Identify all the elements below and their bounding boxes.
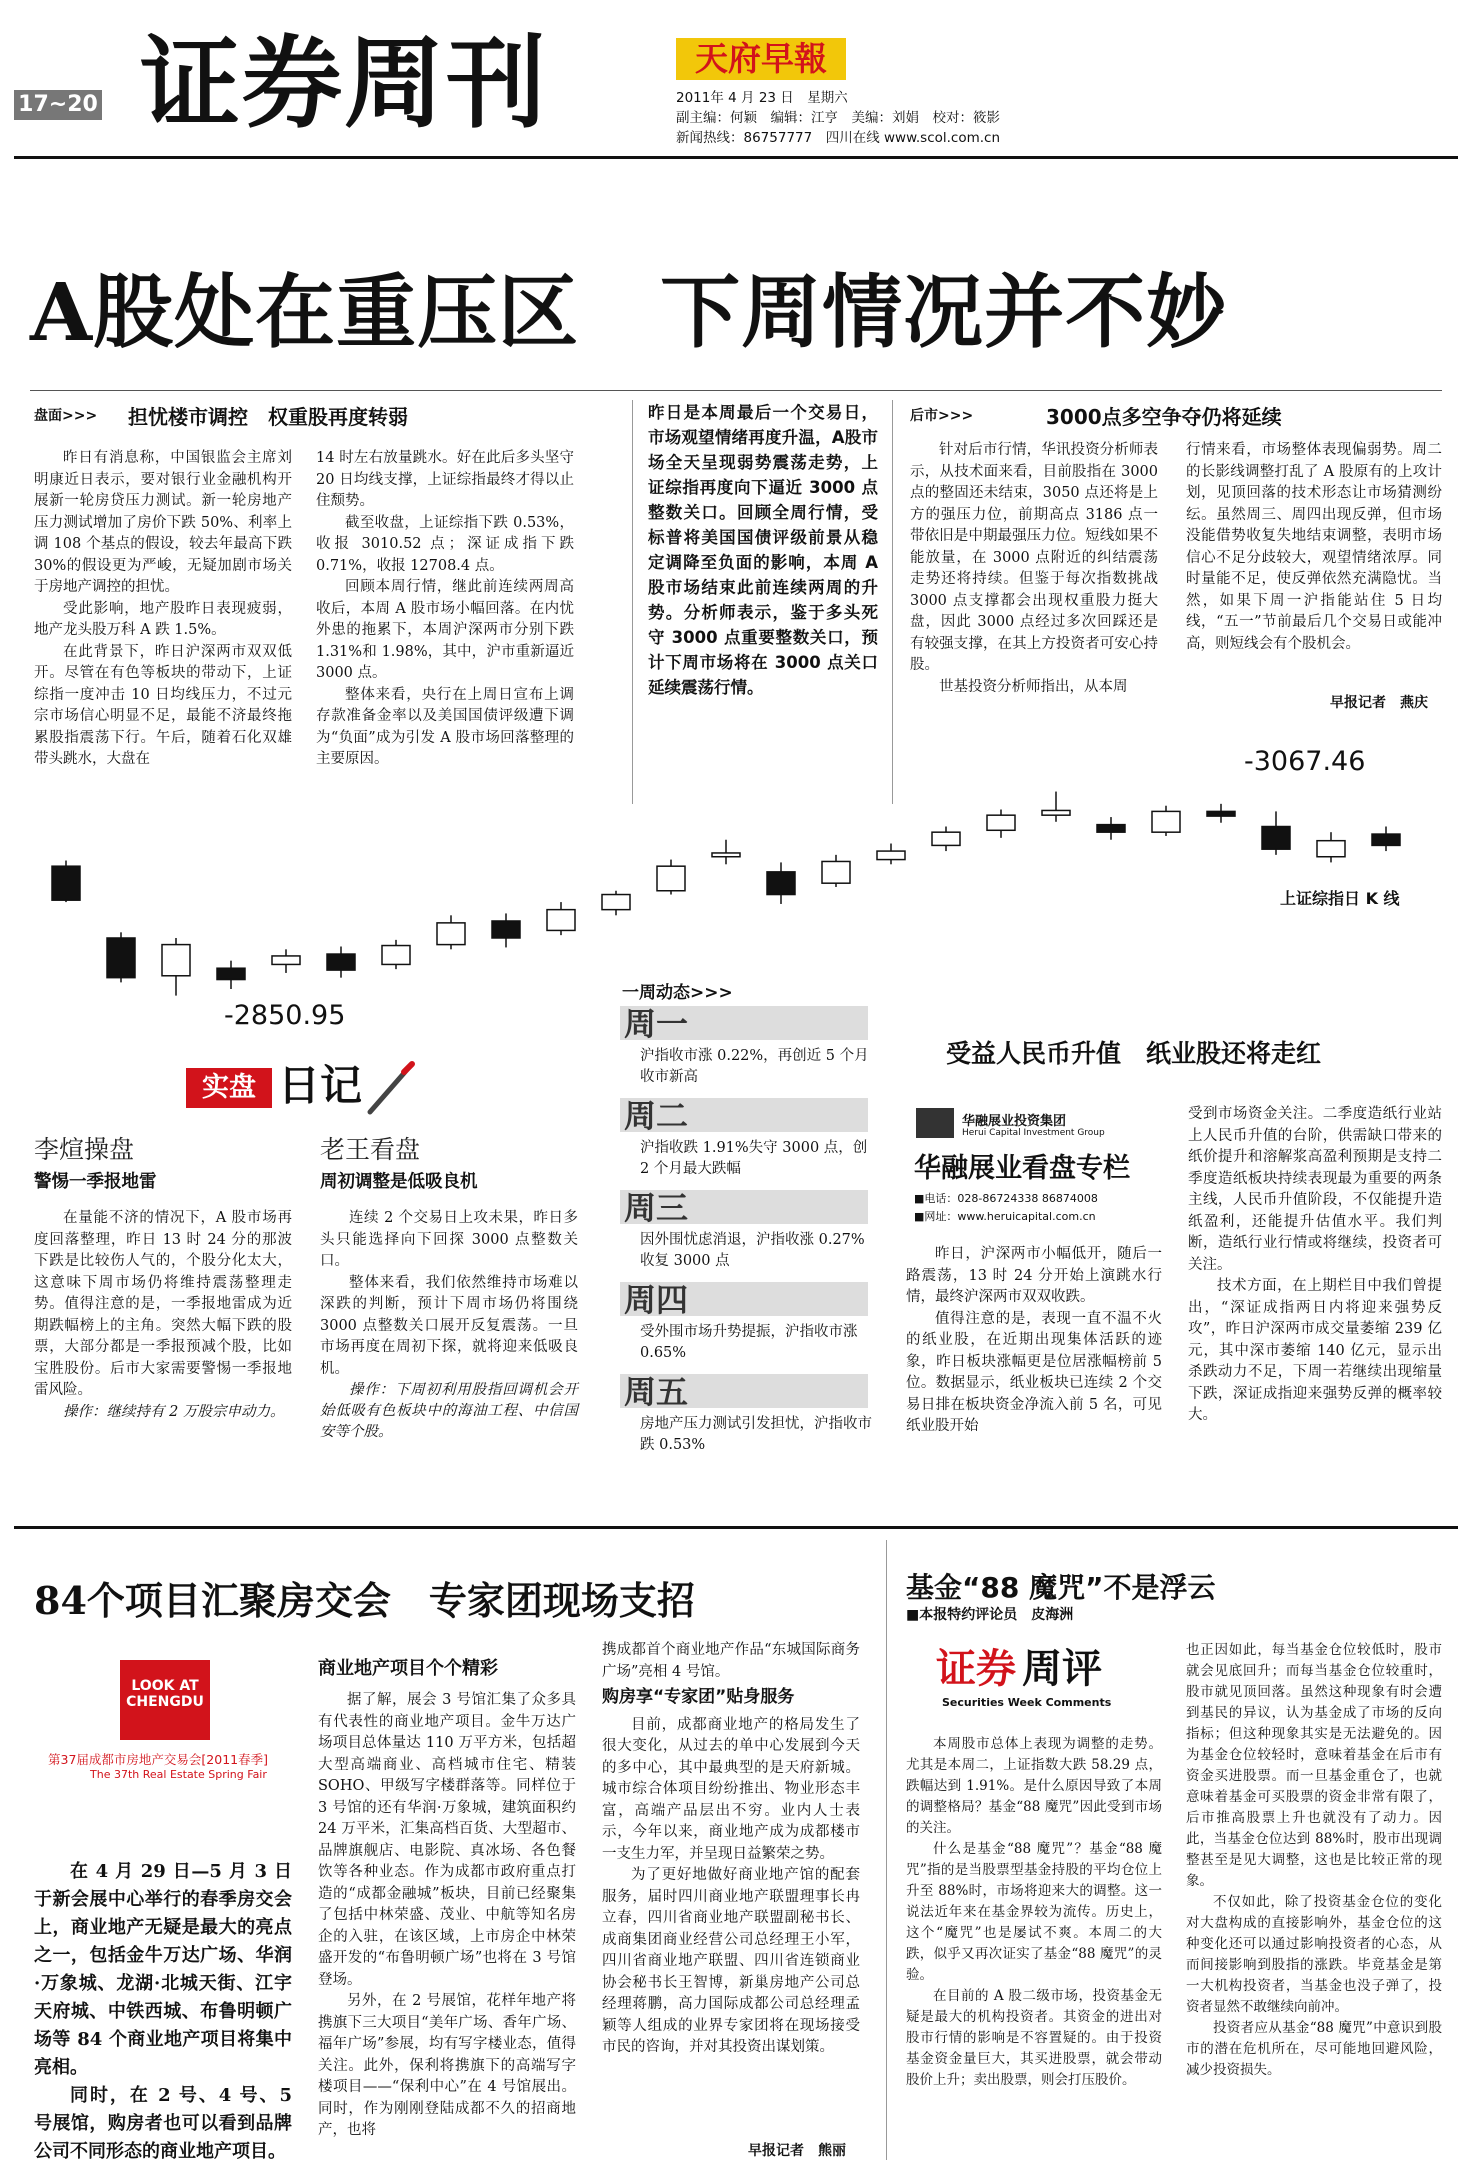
fair-logo: LOOK AT CHENGDU [120, 1660, 210, 1740]
property-sub-2: 购房享“专家团”贴身服务 [602, 1687, 795, 1707]
candle-down [107, 938, 135, 978]
paper-col-1 [906, 1244, 1162, 1438]
paragraph: 整体来看，央行在上周日宣布上调存款准备金率以及美国国债评级遭下调为“负面”成为引发 A 股市场回落整理的主要原因。 [316, 686, 574, 767]
candle-up [712, 853, 740, 857]
paragraph: 本周股市总体上表现为调整的走势。尤其是本周二，上证指数大跌 58.29 点，跌幅达到 1.91%。是什么原因导致了本周的调整格局？基金“88 魔咒”因此受到市场的关注。 [906, 1736, 1162, 1836]
fund-logo-a: 证券 [936, 1645, 1016, 1692]
diary-logo-badge: 实盘 [186, 1068, 272, 1108]
candle-up [932, 832, 960, 845]
fund-logo-en: Securities Week Comments [942, 1696, 1112, 1709]
candle-up [602, 895, 630, 910]
paragraph: 受此影响，地产股昨日表现疲弱，地产龙头股万科 A 跌 1.5%。 [34, 600, 292, 638]
weekday-name: 周一 [624, 1005, 689, 1043]
aftermarket-title: 3000点多空争夺仍将延续 [1046, 405, 1282, 429]
candle-up [382, 946, 410, 965]
weekday-text: 受外围市场升势提振，沪指收市涨 0.65% [640, 1324, 858, 1361]
paragraph: 昨日有消息称，中国银监会主席刘明康近日表示，要对银行业金融机构开展新一轮房贷压力测试。新一轮房地产压力测试增加了房价下跌 50%、利率上调 108 个基点的假设，较去年最高下跌 30%的假设更为严峻，无疑加剧市场关于房地产调控的担忧。 [34, 450, 292, 595]
paragraph: 同时，在 2 号、4 号、5 号展馆，购房者也可以看到品牌公司不同形态的商业地产项目。 [34, 2085, 292, 2162]
paragraph: 为了更好地做好商业地产馆的配套服务，届时四川商业地产联盟理事长冉立春，四川省商业地产联盟副秘书长、成商集团商业经营公司总经理王小军，四川省商业地产联盟、四川省连锁商业协会秘书长王智博，新巢房地产公司总经理蒋鹏，高力国际成都公司总经理孟颖等人组成的业界专家团将在现场接受市民的咨询，并对其投资出谋划策。 [602, 1867, 860, 2055]
kline-low-label: -2850.95 [224, 1000, 346, 1031]
summary-rule-right [892, 400, 893, 804]
candle-down [492, 921, 520, 938]
candle-down [1097, 825, 1125, 833]
candle-up [1317, 841, 1345, 857]
aftermarket-col-2 [1186, 440, 1442, 655]
paragraph: 受到市场资金关注。二季度造纸行业站上人民币升值的台阶，供需缺口带来的纸价提升和溶解浆高盈利预期是支持二季度造纸板块持续表现最为重要的两条主线，人民币升值阶段，不仅能提升造纸盈利，还能提升估值水平。我们判断，造纸行业行情或将继续，投资者可关注。 [1188, 1106, 1442, 1273]
paragraph: 世基投资分析师指出，从本周 [939, 678, 1128, 695]
property-logo [40, 1660, 290, 1786]
kline-high-label: -3067.46 [1244, 746, 1366, 777]
paragraph: 昨日，沪深两市小幅低开，随后一路震荡，13 时 24 分开始上演跳水行情，最终沪深两市双双收跌。 [906, 1246, 1162, 1305]
paragraph: 回顾本周行情，继此前连续两周高收后，本周 A 股市场小幅回落。在内忧外患的拖累下，本周沪深两市分别下跌 1.31%和 1.98%，其中，沪市重新逼近 3000 点。 [316, 579, 574, 681]
diary-col-1 [34, 1208, 292, 1423]
paragraph: 技术方面，在上期栏目中我们曾提出，“深证成指两日内将迎来强势反攻”，昨日沪深两市成交量萎缩 239 亿元，其中深市萎缩 140 亿元，显示出杀跌动力不足，下周一若继续出现缩量下跌，深证成指迎来强势反弹的概率较大。 [1188, 1278, 1442, 1423]
paragraph: 在量能不济的情况下，A 股市场再度回落整理，昨日 13 时 24 分的那波下跌是比较伤人气的，个股分化太大，这意味下周市场仍将维持震荡整理走势。值得注意的是，一季报地雷成为近期跌幅榜上的主角。突然大幅下跌的股票，大部分都是一季报预减个股，比如宝胜股份。后市大家需要警惕一季报地雷风险。 [34, 1210, 292, 1398]
candle-up [877, 851, 905, 860]
candle-up [272, 956, 300, 965]
property-col-3 [602, 1640, 860, 2059]
candle-up [657, 866, 685, 891]
weekly-list [620, 1006, 870, 1466]
candle-up [1152, 811, 1180, 832]
paragraph: 针对后市行情，华讯投资分析师表示，从技术面来看，目前股指在 3000 点的整固还未结束，3050 点还将是上方的强压力位，前期高点 3186 点一带依旧是中期最强压力位。短线如果不能放量，在 3000 点附近的纠结震荡走势还将持续。但鉴于每次指数挑战 3000 点支撑都会出现权重股力挺大盘，因此 3000 点经过多次回踩还是有较强支撑，在其上方投资者可安心持股。 [910, 442, 1158, 673]
paragraph: 14 时左右放量跳水。好在此后多头坚守 20 日均线支撑，上证综指最终才得以止住颓势。 [316, 450, 574, 509]
fund-title: 基金“88 魔咒”不是浮云 [906, 1571, 1216, 1604]
diary-logo-text: 日记 [278, 1061, 363, 1110]
weekly-title: 一周动态>>> [622, 983, 733, 1003]
paper-col-2 [1188, 1104, 1442, 1427]
summary-rule-left [632, 400, 633, 804]
weekday-item [620, 1190, 870, 1282]
aftermarket-reporter: 早报记者 燕庆 [1330, 695, 1428, 711]
weekday-item [620, 1098, 870, 1190]
weekday-text: 沪指收市涨 0.22%，再创近 5 个月收市新高 [640, 1048, 869, 1085]
property-title: 84个项目汇聚房交会 专家团现场支招 [34, 1578, 695, 1623]
diary-author-1: 李煊操盘 [34, 1135, 135, 1164]
hotline: 新闻热线：86757777 四川在线 www.scol.com.cn [676, 130, 1001, 146]
diary-note-2: 操作：下周初利用股指回调机会开始低吸有色板块中的海油工程、中信国安等个股。 [320, 1382, 578, 1440]
main-headline: A股处在重压区 下周情况并不妙 [30, 265, 1228, 359]
pen-icon [364, 1058, 418, 1116]
paragraph: 另外，在 2 号展馆，花样年地产将携旗下三大项目“美年广场、香年广场、福年广场”参展，均有写字楼业态，值得关注。此外，保利将携旗下的高端写字楼项目——“保利中心”在 4 号馆展出。同时，作为刚刚登陆成都不久的招商地产，也将 [318, 1993, 576, 2138]
market-col-1 [34, 448, 292, 771]
paragraph: 连续 2 个交易日上攻未果，昨日多头只能选择向下回探 3000 点整数关口。 [320, 1210, 578, 1269]
candle-down [1262, 827, 1290, 850]
paragraph: 目前，成都商业地产的格局发生了很大变化，从过去的单中心发展到今天的多中心，其中最典型的是天府新城。城市综合体项目纷纷推出、物业形态丰富，高端产品层出不穷。业内人士表示，今年以来，商业地产成为成都楼市一支生力军，并呈现日益繁荣之势。 [602, 1716, 860, 1862]
date-line: 2011年 4 月 23 日 星期六 [676, 90, 848, 106]
paragraph: 在目前的 A 股二级市场，投资基金无疑是最大的机构投资者。其资金的进出对股市行情的影响是不容置疑的。由于投资基金资金量巨大，其买进股票，就会带动股价上升；卖出股票，则会打压股价。 [906, 1988, 1162, 2088]
page-range: 17~20 [14, 90, 102, 120]
paragraph: 截至收盘，上证综指下跌 0.53%，收报 3010.52 点；深证成指下跌 0.71%，收报 12708.4 点。 [316, 514, 574, 574]
diary-subtitle-1: 警惕一季报地雷 [34, 1172, 157, 1192]
newspaper-logo: 天府早報 [676, 38, 846, 80]
fund-col-1 [906, 1734, 1162, 2091]
property-col-2 [318, 1690, 576, 2142]
candle-up [987, 815, 1015, 830]
paragraph: 行情来看，市场整体表现偏弱势。周二的长影线调整打乱了 A 股原有的上攻计划，见顶回落的技术形态让市场猜测纷纭。虽然周三、周四出现反弹，但市场没能借势收复失地结束调整，表明市场信心不足分歧较大，观望情绪浓厚。同时量能不足，使反弹依然充满隐忧。当然，如果下周一沪指能站住 5 日均线，“五一”节前最后几个交易日或能冲高，则短线会有个股机会。 [1186, 442, 1442, 652]
weekday-name: 周三 [624, 1189, 689, 1227]
property-lead [34, 1858, 292, 2166]
editors-line: 副主编：何颖 编辑：江亨 美编：刘娟 校对：筱影 [676, 110, 1000, 126]
masthead-rule [14, 156, 1458, 159]
candle-down [767, 872, 795, 895]
paragraph: 值得注意的是，表现一直不温不火的纸业股，在近期出现集体活跃的迹象，昨日板块涨幅更是位居涨幅榜前 5 位。数据显示，纸业板块已连续 2 个交易日排在板块资金净流入前 5 名，可见纸业股开始 [906, 1310, 1162, 1434]
candle-up [162, 945, 190, 976]
paragraph: 不仅如此，除了投资基金仓位的变化对大盘构成的直接影响外，基金仓位的这种变化还可以通过影响投资者的心态，从而间接影响到股指的涨跌。毕竟基金是第一大机构投资者，当基金也没子弹了，投资者显然不敢继续向前冲。 [1186, 1894, 1442, 2015]
candle-up [822, 861, 850, 883]
ad-brand-en: Herui Capital Investment Group [962, 1128, 1105, 1138]
market-title: 担忧楼市调控 权重股再度转弱 [128, 405, 408, 429]
weekday-item [620, 1374, 870, 1466]
candle-up [437, 923, 465, 945]
paragraph: 投资者应从基金“88 魔咒”中意识到股市的潜在危机所在，尽可能地回避风险，减少投资损失。 [1186, 2020, 1442, 2078]
summary-box: 昨日是本周最后一个交易日，市场观望情绪再度升温，A股市场全天呈现弱势震荡走势，上证综指再度向下逼近 3000 点整数关口。回顾全周行情，受标普将美国国债评级前景从稳定调降至负面的影响，本周 A 股市场结束此前连续两周的升势。分析师表示，鉴于多头死守 3000 点重要整数关口，预计下周市场将在 3000 点关口延续震荡行情。 [648, 403, 878, 697]
paragraph: 在 4 月 29 日—5 月 3 日于新会展中心举行的春季房交会上，商业地产无疑是最大的亮点之一，包括金牛万达广场、华润·万象城、龙湖·北城天街、江宇天府城、中铁西城、布鲁明顿广场等 84 个商业地产项目将集中亮相。 [34, 1861, 292, 2078]
candle-down [217, 968, 245, 979]
paragraph: 什么是基金“88 魔咒”？基金“88 魔咒”指的是当股票型基金持股的平均仓位上升至 88%时，市场将迎来大的调整。这一说法近年来在基金界较为流传。历史上，这个“魔咒”也是屡试不爽。本周二的大跌，似乎又再次证实了基金“88 魔咒”的灵验。 [906, 1841, 1162, 1983]
headline-rule [30, 390, 1442, 391]
ad-brand: 华融展业投资集团 [962, 1114, 1067, 1129]
weekday-text: 沪指收跌 1.91%失守 3000 点，创 2 个月最大跌幅 [640, 1140, 868, 1177]
aftermarket-col-1 [910, 440, 1158, 698]
paragraph: 在此背景下，昨日沪深两市双双低开。尽管在有色等板块的带动下，上证综指一度冲击 10 日均线压力，不过元宗市场信心明显不足，最能不济最终拖累股指震荡下行。午后，随着石化双雄带头跳水，大盘在 [34, 643, 292, 767]
paragraph: 也正因如此，每当基金仓位较低时，股市就会见底回升；而每当基金仓位较重时，股市就见顶回落。虽然这种现象有时会遭到基民的异议，认为基金成了市场的反向指标；但这种现象其实是无法避免的。因为基金仓位较轻时，意味着基金在后市有资金买进股票。而一旦基金重仓了，也就意味着基金可买股票的资金非常有限了，后市推高股票上升也就没有了动力。因此，当基金仓位达到 88%时，股市出现调整甚至是见大调整，这也是比较正常的现象。 [1186, 1642, 1442, 1889]
weekday-name: 周五 [624, 1373, 689, 1411]
fair-caption-en: The 37th Real Estate Spring Fair [90, 1768, 267, 1781]
kline-caption: 上证综指日 K 线 [1280, 889, 1400, 908]
candle-down [327, 954, 355, 970]
weekday-text: 房地产压力测试引发担忧，沪指收市跌 0.53% [640, 1416, 872, 1453]
ad-title: 华融展业看盘专栏 [914, 1153, 1130, 1184]
paper-title: 受益人民币升值 纸业股还将走红 [946, 1039, 1322, 1068]
paragraph: 携成都首个商业地产作品“东城国际商务广场”亮相 4 号馆。 [602, 1642, 860, 1680]
weekday-name: 周四 [624, 1281, 689, 1319]
paragraph: 据了解，展会 3 号馆汇集了众多具有代表性的商业地产项目。金牛万达广场项目总体量达 110 万平方米，包括超大型高端商业、高档城市住宅、精装 SOHO、甲级写字楼群落等。同样位于 3 号馆的还有华润·万象城，建筑面积约 24 万平米，汇集高档百货、大型超市、品牌旗舰店、电影院、真冰场、各色餐饮等各种业态。作为成都市政府重点打造的“成都金融城”板块，目前已经聚集了包括中林荣盛、茂业、中航等知名房企的入驻，在该区域，上市房企中林荣盛开发的“布鲁明顿广场”也将在 3 号馆登场。 [318, 1692, 576, 1988]
market-tag: 盘面>>> [34, 408, 98, 424]
candle-down [52, 866, 80, 900]
weekday-text: 因外围忧虑消退，沪指收涨 0.27%收复 3000 点 [640, 1232, 865, 1269]
section-divider [14, 1526, 1458, 1529]
paragraph: 整体来看，我们依然维持市场难以深跌的判断，预计下周市场仍将围绕 3000 点整数关口展开反复震荡。一旦市场再度在周初下探，就将迎来低吸良机。 [320, 1274, 578, 1377]
fund-rule [886, 1540, 887, 2160]
property-reporter: 早报记者 熊丽 [748, 2143, 846, 2159]
fair-caption: 第37届成都市房地产交易会[2011春季] [48, 1752, 268, 1767]
fund-col-2 [1186, 1640, 1442, 2081]
candle-down [1372, 834, 1400, 845]
candle-up [1042, 810, 1070, 815]
candle-up [547, 910, 575, 931]
fund-byline: ■本报特约评论员 皮海洲 [906, 1607, 1074, 1623]
weekday-item [620, 1006, 870, 1098]
candle-down [1207, 811, 1235, 816]
ad-phone: ■电话：028-86724338 86874008 [914, 1192, 1098, 1205]
diary-col-2 [320, 1208, 578, 1443]
ad-web: ■网址：www.heruicapital.com.cn [914, 1210, 1096, 1223]
diary-logo [186, 1058, 418, 1116]
masthead-title: 证券周刊 [140, 24, 548, 142]
weekday-name: 周二 [624, 1097, 689, 1135]
fund-logo-b: 周评 [1022, 1645, 1102, 1692]
fund-logo [936, 1644, 1132, 1720]
aftermarket-tag: 后市>>> [910, 408, 974, 424]
property-sub-1: 商业地产项目个个精彩 [318, 1658, 498, 1679]
diary-note-1: 操作：继续持有 2 万股宗申动力。 [63, 1403, 285, 1420]
brand-logo-icon [916, 1108, 954, 1138]
weekday-item [620, 1282, 870, 1374]
diary-subtitle-2: 周初调整是低吸良机 [320, 1172, 478, 1192]
market-col-2 [316, 448, 574, 771]
diary-author-2: 老王看盘 [320, 1135, 421, 1164]
paper-ad [906, 1106, 1162, 1226]
